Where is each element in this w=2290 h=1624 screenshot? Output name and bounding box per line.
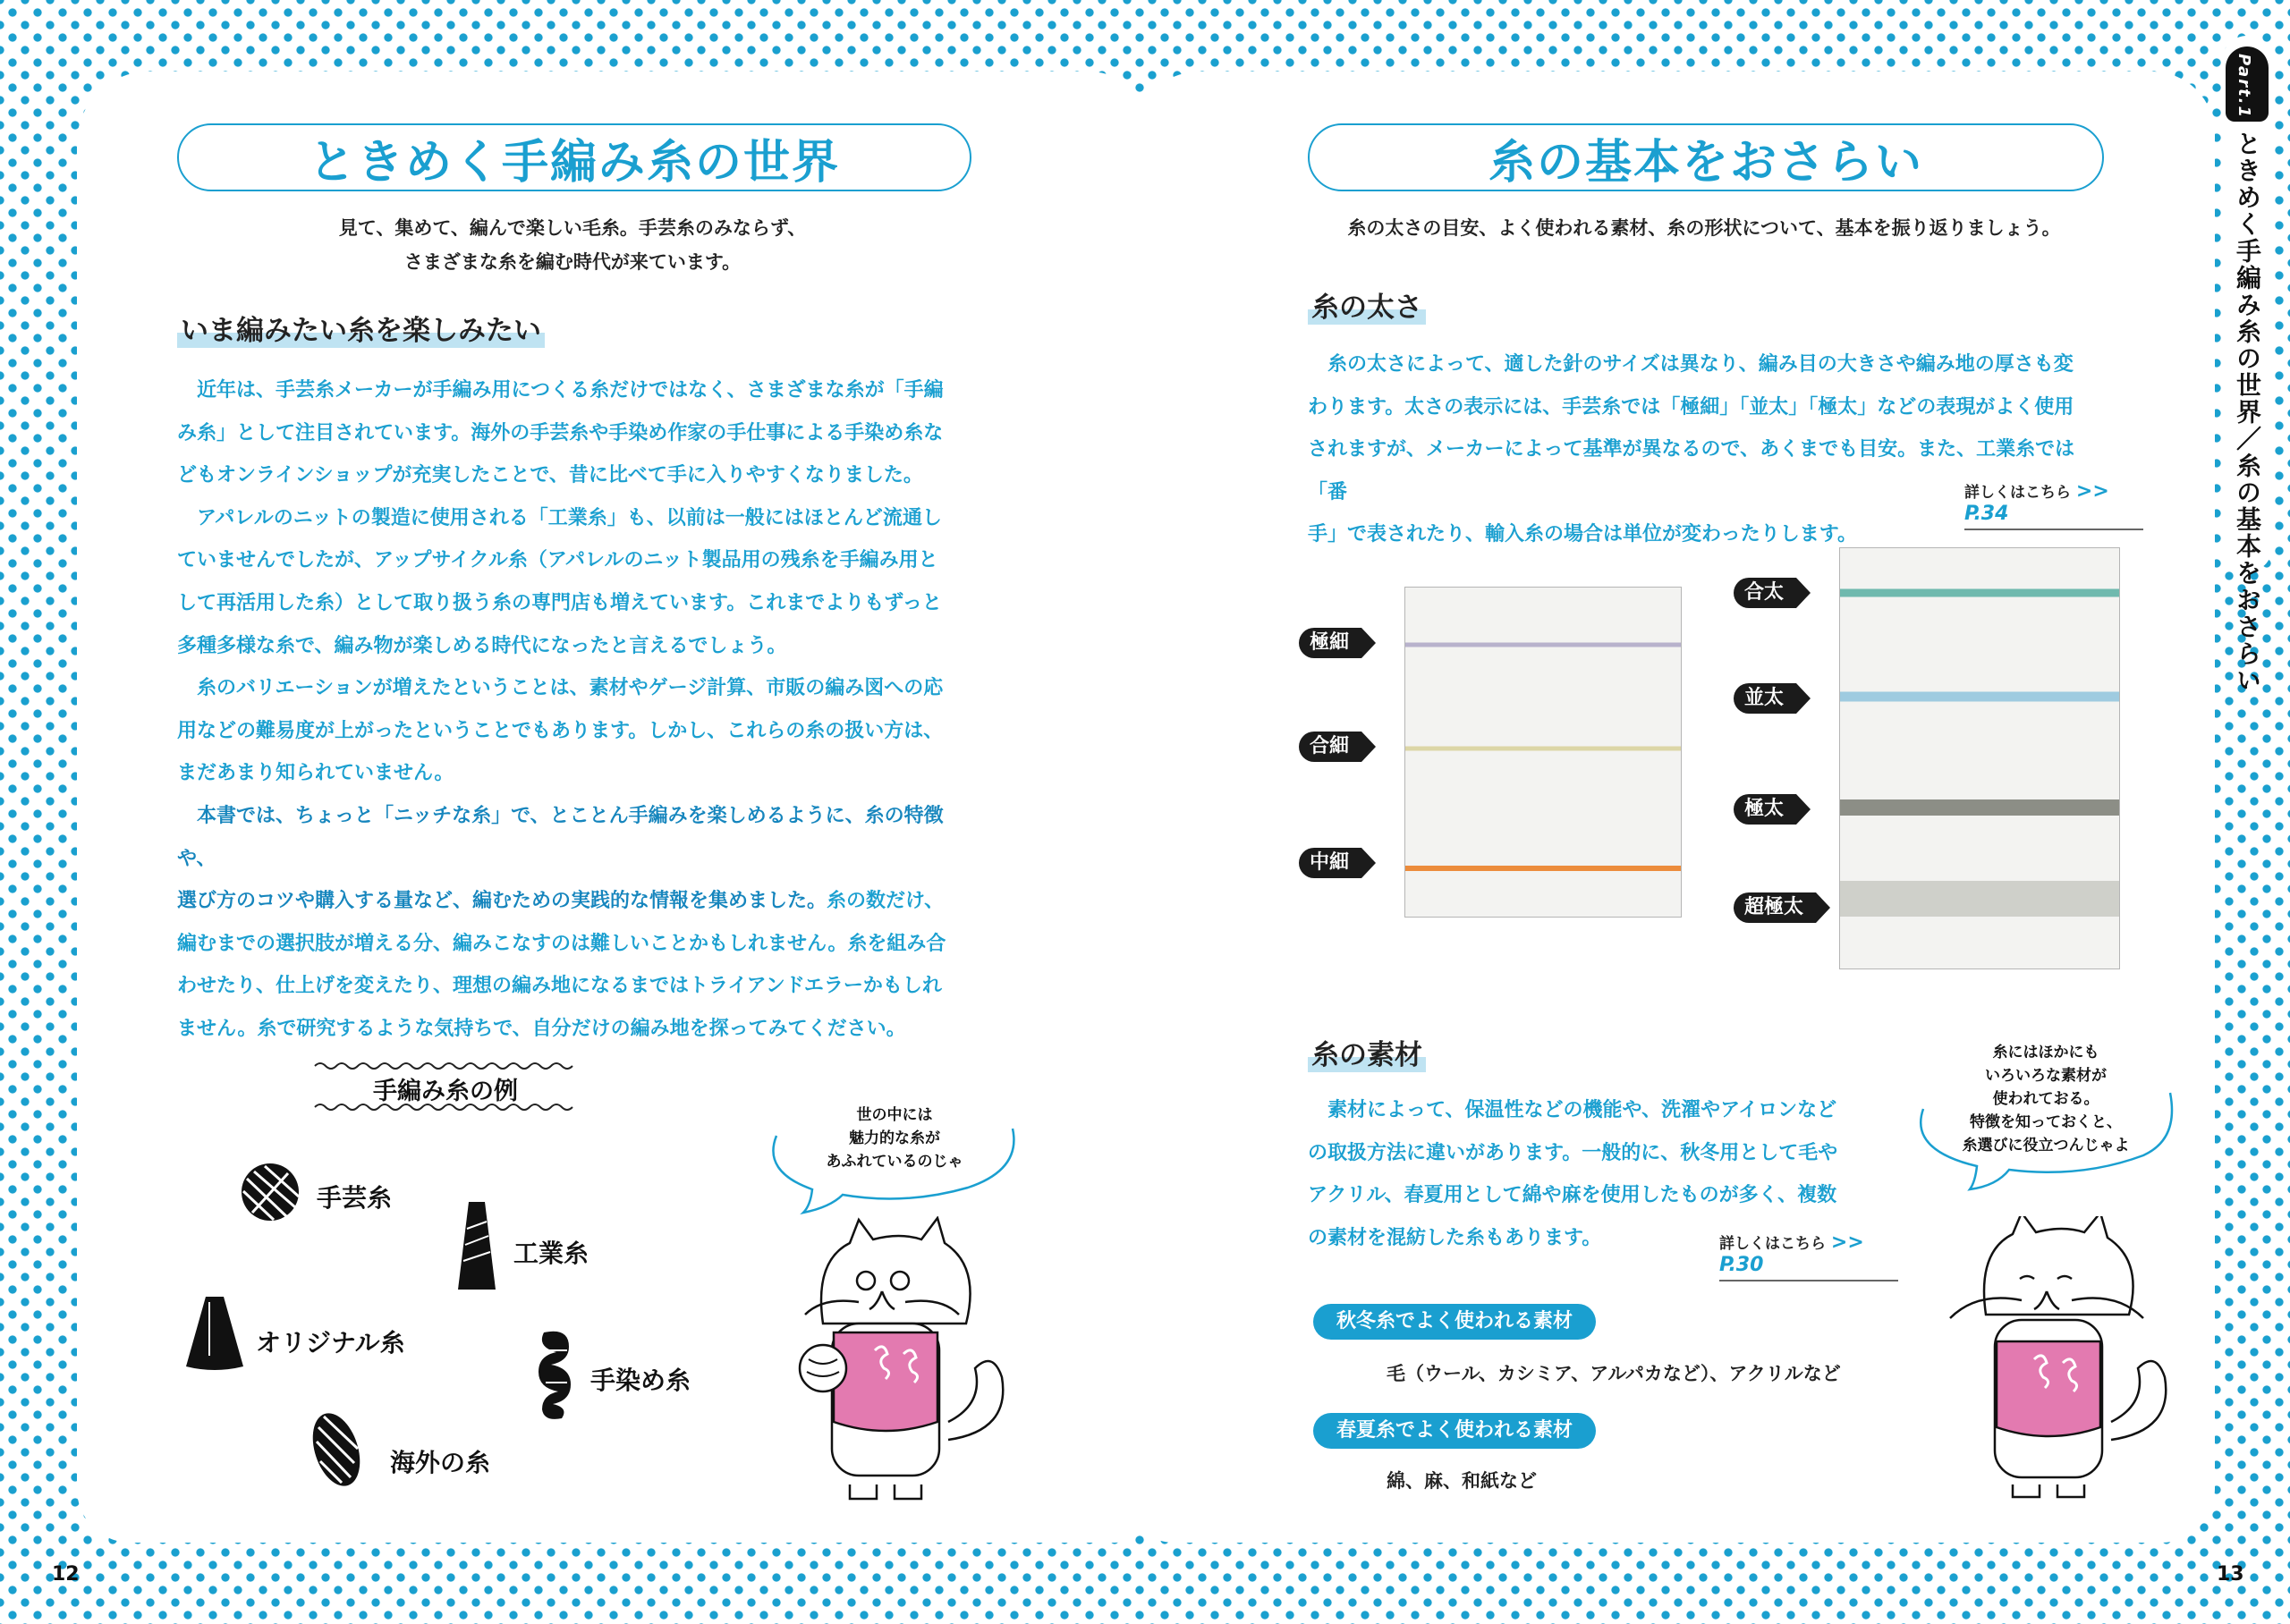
body-line: アパレルのニットの製造に使用される「工業糸」も、以前は一般にはほとんど流通し: [197, 506, 942, 529]
cat-mascot-illustration: [769, 1216, 1020, 1502]
link-page: P.34: [1964, 503, 2009, 525]
autumn-winter-pill: 秋冬糸でよく使われる素材: [1313, 1304, 1596, 1340]
example-label: オリジナル糸: [256, 1328, 405, 1358]
thick-yarn-strands: [1840, 548, 2119, 968]
spring-summer-pill: 春夏糸でよく使われる素材: [1313, 1413, 1596, 1449]
thickness-tag: 極太: [1734, 794, 1796, 825]
body-line-emphasis: 選び方のコツや購入する量など、編むための実践的な情報を集めました。: [177, 890, 827, 913]
bubble-line: 世の中には: [856, 1106, 933, 1124]
body-line: ていませんでしたが、アップサイクル糸（アパレルのニット製品用の残糸を手編み用と: [177, 549, 938, 572]
bubble-line: 特徴を知っておくと、: [1970, 1113, 2122, 1131]
body-line: わせたり、仕上げを変えたり、理想の編み地になるまではトライアンドエラーかもしれ: [177, 975, 942, 998]
link-arrows: >>: [2075, 480, 2109, 503]
side-chapter-title: ときめく手編み糸の世界／糸の基本をおさらい: [2233, 131, 2262, 694]
cone-spool-icon: [454, 1198, 499, 1293]
left-page-number: 12: [52, 1563, 80, 1586]
thick-yarn-photo: [1839, 547, 2120, 969]
bubble-line: いろいろな素材が: [1985, 1067, 2107, 1085]
body-line: どもオンラインショップが充実したことで、昔に比べて手に入りやすくなりました。: [177, 464, 923, 487]
body-line: 編むまでの選択肢が増える分、編みこなすのは難しいことかもしれません。糸を組み合: [177, 932, 946, 955]
right-title: 糸の基本をおさらい: [1308, 123, 2104, 191]
thin-yarn-strands: [1405, 588, 1681, 917]
thickness-tag: 並太: [1734, 683, 1796, 714]
link-page: P.30: [1719, 1254, 1764, 1276]
body-line: まだあまり知られていません。: [177, 762, 454, 785]
bubble-line: 使われておる。: [1992, 1090, 2099, 1108]
thickness-tag: 合細: [1299, 732, 1361, 762]
body-line: の素材を混紡した糸もあります。: [1308, 1226, 1602, 1249]
body-line: 手」で表されたり、輸入糸の場合は単位が変わったりします。: [1308, 523, 1858, 546]
body-line: ません。糸で研究するような気持ちで、自分だけの編み地を探ってみてください。: [177, 1017, 906, 1040]
body-line: 多種多様な糸で、編み物が楽しめる時代になったと言えるでしょう。: [177, 634, 787, 657]
bubble-line: あふれているのじゃ: [826, 1153, 963, 1171]
cat-mascot-illustration: [1923, 1216, 2183, 1502]
right-speech-bubble: [1934, 1041, 2158, 1157]
example-label: 工業糸: [513, 1239, 589, 1268]
body-line: 近年は、手芸糸メーカーが手編み用につくる糸だけではなく、さまざまな糸が「手編: [197, 379, 944, 402]
body-line: 糸の太さによって、適した針のサイズは異なり、編み目の大きさや編み地の厚さも変: [1327, 353, 2074, 376]
thickness-tag: 合太: [1734, 578, 1796, 608]
left-speech-bubble: [787, 1104, 1002, 1173]
body-line: 糸のバリエーションが増えたということは、素材やゲージ計算、市販の編み図への応: [197, 677, 944, 700]
lead-line: 見て、集めて、編んで楽しい毛糸。手芸糸のみならず、: [338, 217, 807, 239]
bubble-line: 魅力的な糸が: [849, 1129, 940, 1147]
body-line: の取扱方法に違いがあります。一般的に、秋冬用として毛や: [1308, 1141, 1838, 1164]
example-label: 手染め糸: [590, 1366, 691, 1395]
body-line: 糸の数だけ、: [827, 890, 945, 913]
thickness-tag: 極細: [1299, 628, 1361, 658]
material-heading: 糸の素材: [1308, 1032, 1426, 1072]
body-line: アクリル、春夏用として綿や麻を使用したものが多く、複数: [1308, 1184, 1837, 1207]
left-body-text: [177, 369, 982, 1051]
examples-title: 手編み糸の例: [373, 1078, 518, 1105]
left-section-heading: いま編みたい糸を楽しみたい: [177, 308, 545, 348]
link-text: 詳しくはこちら: [1964, 484, 2071, 502]
left-lead: [215, 211, 930, 279]
bubble-line: 糸にはほかにも: [1992, 1044, 2099, 1062]
example-label: 手芸糸: [317, 1183, 393, 1213]
example-label: 海外の糸: [390, 1448, 491, 1477]
right-lead: 糸の太さの目安、よく使われる素材、糸の形状について、基本を振り返りましょう。: [1347, 217, 2061, 239]
thickness-tag: 超極太: [1734, 892, 1816, 923]
right-page-number: 13: [2217, 1563, 2244, 1586]
cone-yarn-icon: [182, 1293, 247, 1370]
body-line: されますが、メーカーによって基準が異なるので、あくまでも目安。また、工業糸では「番: [1308, 438, 2075, 503]
link-arrows: >>: [1830, 1231, 1864, 1254]
autumn-winter-materials: 毛（ウール、カシミア、アルパカなど）、アクリルなど: [1387, 1363, 1841, 1384]
hand-dyed-skein-icon: [535, 1327, 578, 1420]
bubble-line: 糸選びに役立つんじゃよ: [1962, 1137, 2130, 1155]
body-line: して再活用した糸）として取り扱う糸の専門店も増えています。これまでよりもずっと: [177, 591, 942, 614]
yarn-skein-icon: [311, 1409, 361, 1490]
link-text: 詳しくはこちら: [1719, 1235, 1826, 1253]
spring-summer-materials: 綿、麻、和紙など: [1387, 1470, 1537, 1492]
body-line-emphasis: 本書では、ちょっと「ニッチな糸」で、とことん手編みを楽しめるように、糸の特徴や、: [177, 804, 944, 870]
lead-line: さまざまな糸を編む時代が来ています。: [403, 251, 742, 273]
body-line: 素材によって、保温性などの機能や、洗濯やアイロンなど: [1327, 1099, 1837, 1121]
left-title: ときめく手編み糸の世界: [177, 123, 971, 191]
detail-link-p34[interactable]: [1964, 479, 2143, 530]
thickness-heading: 糸の太さ: [1308, 284, 1426, 325]
yarn-ball-icon: [234, 1161, 306, 1223]
part-label: Part.1: [2235, 54, 2253, 120]
body-line: わります。太さの表示には、手芸糸では「極細」「並太」「極太」などの表現がよく使用: [1308, 395, 2074, 419]
detail-link-p30[interactable]: [1719, 1231, 1898, 1281]
thin-yarn-photo: [1404, 587, 1682, 918]
body-line: み糸」として注目されています。海外の手芸糸や手染め作家の手仕事による手染め糸な: [177, 421, 944, 444]
body-line: 用などの難易度が上がったということでもあります。しかし、これらの糸の扱い方は、: [177, 719, 944, 742]
thickness-tag: 中細: [1299, 848, 1361, 878]
